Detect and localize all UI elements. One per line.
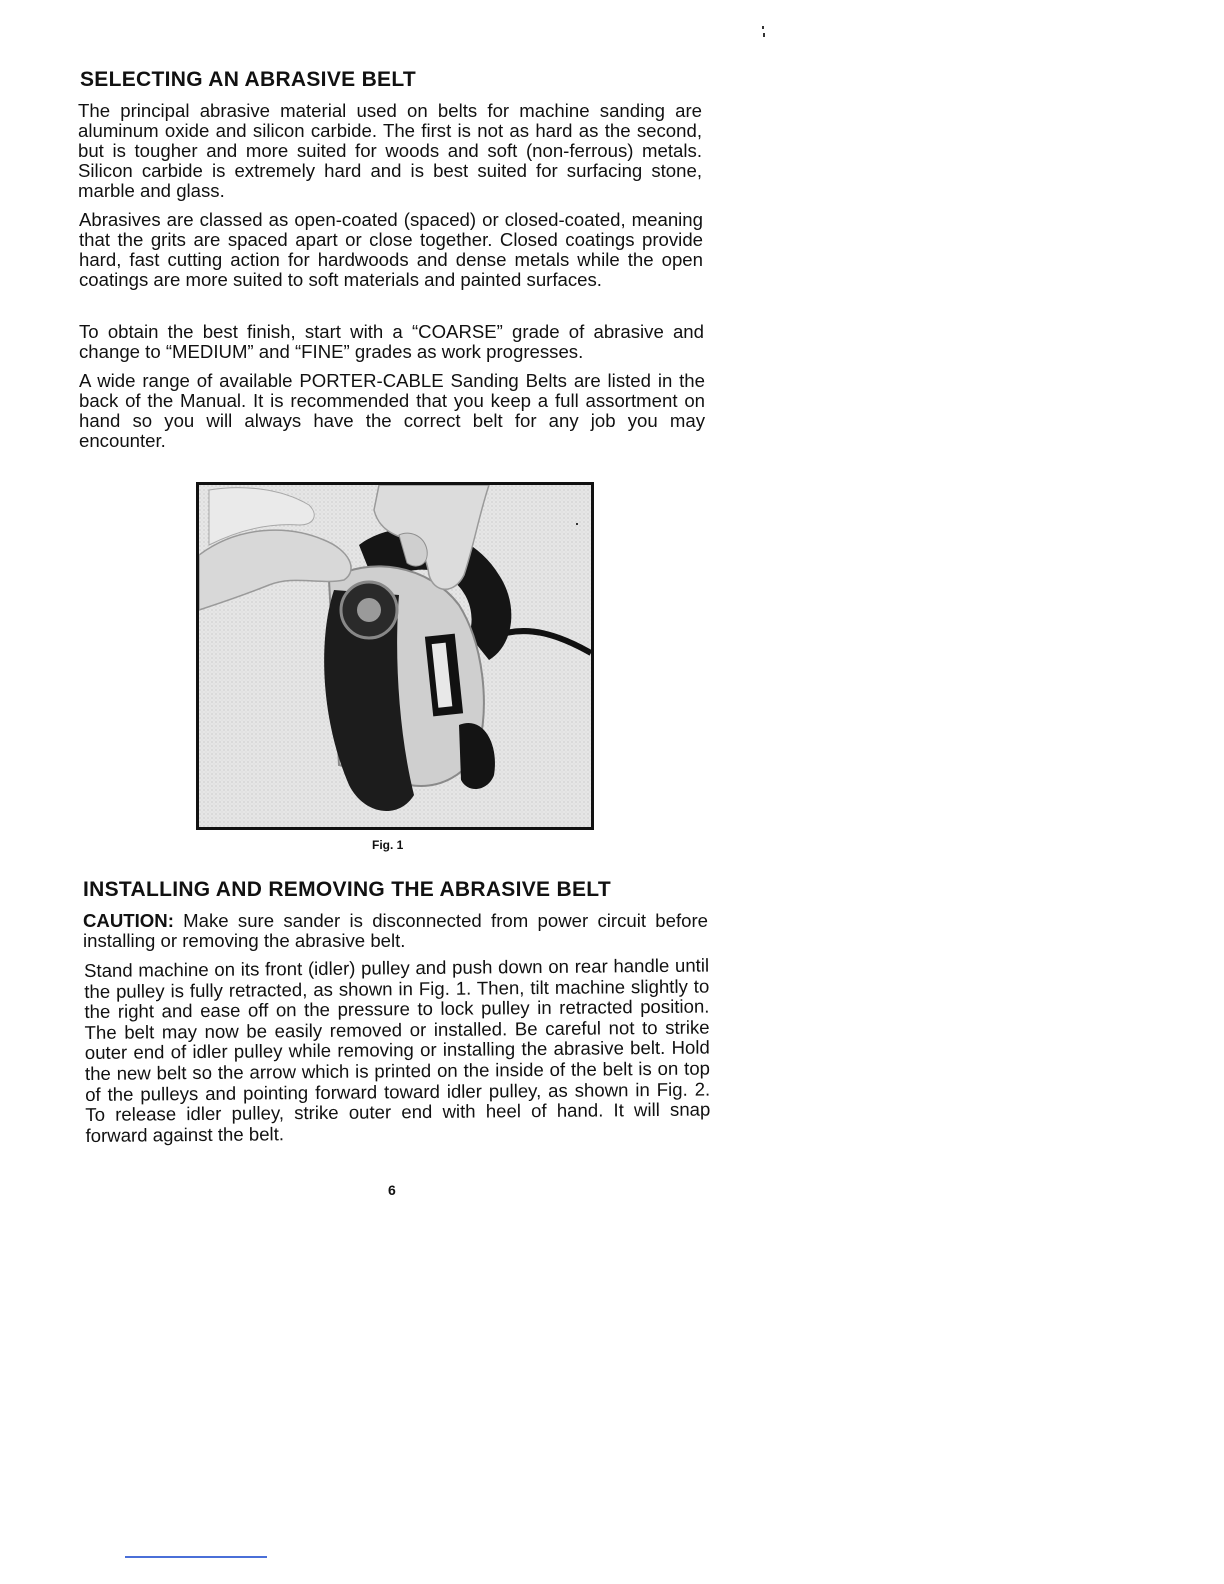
footer-rule xyxy=(125,1556,267,1558)
caution-text: Make sure sander is disconnected from power circuit before installing or removing the abrasive belt. xyxy=(83,910,708,951)
figure-caption: Fig. 1 xyxy=(372,838,404,852)
section-title-selecting: SELECTING AN ABRASIVE BELT xyxy=(80,68,417,91)
paragraph-grades: To obtain the best finish, start with a “COARSE” grade of abrasive and change to “MEDIUM” and “FINE” grades as work progresses. xyxy=(79,321,704,362)
scan-speck xyxy=(762,26,764,29)
caution-label: CAUTION: xyxy=(83,910,174,931)
scan-speck xyxy=(763,33,765,37)
sander-photo-illustration xyxy=(199,485,591,827)
section-title-installing: INSTALLING AND REMOVING THE ABRASIVE BELT xyxy=(83,878,611,901)
figure-photo xyxy=(196,482,594,830)
paragraph-caution xyxy=(83,911,708,951)
page-number: 6 xyxy=(388,1182,396,1198)
paragraph-coatings: Abrasives are classed as open-coated (spaced) or closed-coated, meaning that the grits are spaced apart or close together. Closed coatings provide hard, fast cutting action for hardwoods and dense metals while the open coatings are more suited to soft materials and painted surfaces. xyxy=(79,209,703,290)
paragraph-abrasive-materials: The principal abrasive material used on belts for machine sanding are aluminum oxide and silicon carbide. The first is not as hard as the second, but is tougher and more suited for woods and soft (non-ferrous) metals. Silicon carbide is extremely hard and is best suited for surfacing stone, marble and glass. xyxy=(78,100,702,201)
paragraph-belt-range: A wide range of available PORTER-CABLE Sanding Belts are listed in the back of the Manual. It is recommended that you keep a full assortment on hand so you will always have the correct belt for any job you may encounter. xyxy=(79,370,705,451)
paragraph-installation: Stand machine on its front (idler) pulley and push down on rear handle until the pulley is fully retracted, as shown in Fig. 1. Then, tilt machine slightly to the right and ease off on the pressure to lock pulley in retracted position. The belt may now be easily removed or installed. Be careful not to strike outer end of idler pulley while removing or installing the abrasive belt. Hold the new belt so the arrow which is printed on the inside of the belt is on top of the pulleys and pointing forward toward idler pulley, as shown in Fig. 2. To release idler pulley, strike outer end with heel of hand. It will snap forward against the belt. xyxy=(83,954,711,1146)
